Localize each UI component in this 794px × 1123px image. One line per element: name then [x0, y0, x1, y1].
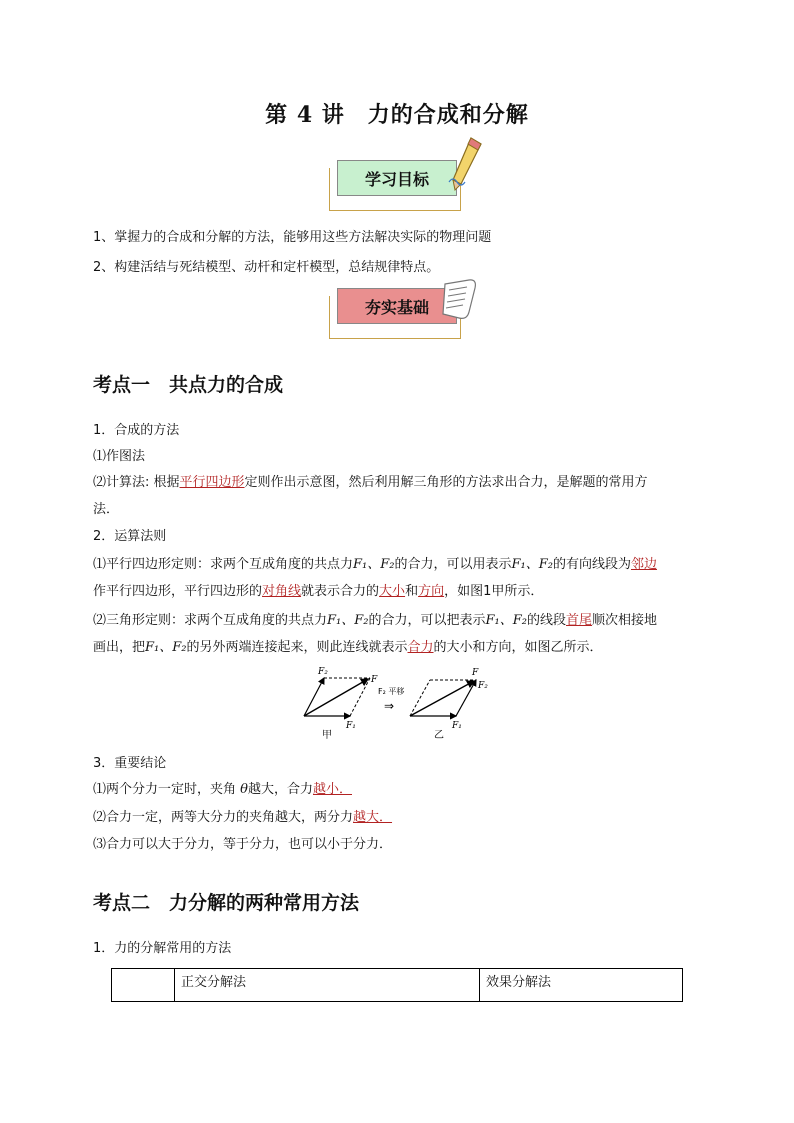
goals-badge	[329, 160, 465, 212]
force-label: F₁、F₂	[145, 640, 187, 655]
force-label: F₁、F₂	[327, 613, 369, 628]
force-label: F₁、F₂	[485, 613, 527, 628]
highlight-term: 越小．	[312, 782, 352, 797]
paragraph	[93, 555, 657, 575]
translate-label: F₂ 平移	[378, 687, 405, 696]
table-cell	[112, 969, 175, 1002]
paragraph: ⑴作图法	[93, 449, 146, 464]
highlight-term: 大小	[379, 584, 406, 599]
highlight-term: 合力	[407, 640, 434, 655]
table-header-effect: 效果分解法	[480, 969, 683, 1002]
figure-yi	[410, 668, 488, 741]
label-f2: F₂	[478, 681, 488, 691]
text: 就表示合力的	[301, 584, 380, 599]
text: 定则作出示意图，然后利用解三角形的方法求出合力，是解题的常用方	[244, 475, 648, 490]
text: 的大小和方向，如图乙所示．	[433, 640, 603, 655]
text: ⑴平行四边形定则：求两个互成角度的共点力	[93, 557, 354, 572]
basics-badge-label: 夯实基础	[337, 288, 457, 324]
paragraph: ⑶合力可以大于分力，等于分力，也可以小于分力．	[93, 837, 393, 852]
label-f1: F₁	[452, 721, 462, 731]
caption-yi: 乙	[434, 730, 444, 741]
paragraph	[93, 808, 392, 828]
text: 的另外两端连接起来，则此连线就表示	[186, 640, 408, 655]
paragraph: 2．运算法则	[93, 529, 167, 544]
figure-jia	[304, 667, 378, 741]
paragraph	[93, 473, 648, 493]
paragraph: 3．重要结论	[93, 756, 167, 771]
text: ，如图1甲所示．	[444, 584, 544, 599]
text: 画出，把	[93, 640, 146, 655]
label-f1: F₁	[346, 721, 356, 731]
force-label: F₁、F₂	[511, 557, 553, 572]
label-f: F	[371, 675, 378, 685]
text: ⑵合力一定，两等大分力的夹角越大，两分力	[93, 810, 354, 825]
text: 的线段	[526, 613, 566, 628]
highlight-term: 对角线	[262, 584, 302, 599]
text: 和	[405, 584, 419, 599]
highlight-term: 越大．	[353, 810, 393, 825]
text: 的合力，可以用表示	[394, 557, 512, 572]
label-f2: F₂	[318, 667, 328, 677]
force-label: F₁、F₂	[353, 557, 395, 572]
scroll-icon	[439, 278, 481, 322]
paragraph: 法．	[93, 502, 120, 517]
translate-arrow: ⇒	[384, 699, 395, 713]
text: 顺次相接地	[592, 613, 658, 628]
paragraph: 1．合成的方法	[93, 423, 180, 438]
goal-item-2: 2、构建活结与死结模型、动杆和定杆模型，总结规律特点。	[93, 260, 440, 275]
highlight-term: 首尾	[565, 613, 592, 628]
theta-symbol: θ	[240, 782, 248, 797]
table-row	[112, 969, 683, 1002]
text: 作平行四边形，平行四边形的	[93, 584, 263, 599]
text: 的合力，可以把表示	[368, 613, 486, 628]
text: ⑴两个分力一定时，夹角	[93, 782, 241, 797]
paragraph	[93, 780, 352, 800]
paragraph	[93, 638, 603, 658]
pencil-icon	[447, 136, 487, 192]
text: 越大，合力	[247, 782, 313, 797]
caption-jia: 甲	[322, 730, 332, 741]
decomposition-methods-table	[111, 968, 683, 1002]
paragraph	[93, 611, 657, 631]
highlight-term: 平行四边形	[179, 475, 245, 490]
vector-f	[410, 681, 474, 716]
text: ⑵计算法: 根据	[93, 475, 180, 490]
paragraph: 1．力的分解常用的方法	[93, 941, 232, 956]
highlight-term: 邻边	[630, 557, 657, 572]
goal-item-1: 1、掌握力的合成和分解的方法，能够用这些方法解决实际的物理问题	[93, 230, 492, 245]
force-composition-figure	[296, 662, 496, 742]
section-2-heading: 考点二 力分解的两种常用方法	[93, 892, 360, 914]
section-1-heading: 考点一 共点力的合成	[93, 374, 284, 396]
paragraph	[93, 582, 543, 602]
text: 的有向线段为	[552, 557, 631, 572]
label-f: F	[472, 668, 479, 678]
goals-badge-label: 学习目标	[337, 160, 457, 196]
page-title: 第 4 讲 力的合成和分解	[265, 102, 529, 128]
highlight-term: 方向	[418, 584, 445, 599]
basics-badge	[329, 288, 465, 340]
table-header-orthogonal: 正交分解法	[175, 969, 480, 1002]
text: ⑵三角形定则：求两个互成角度的共点力	[93, 613, 328, 628]
